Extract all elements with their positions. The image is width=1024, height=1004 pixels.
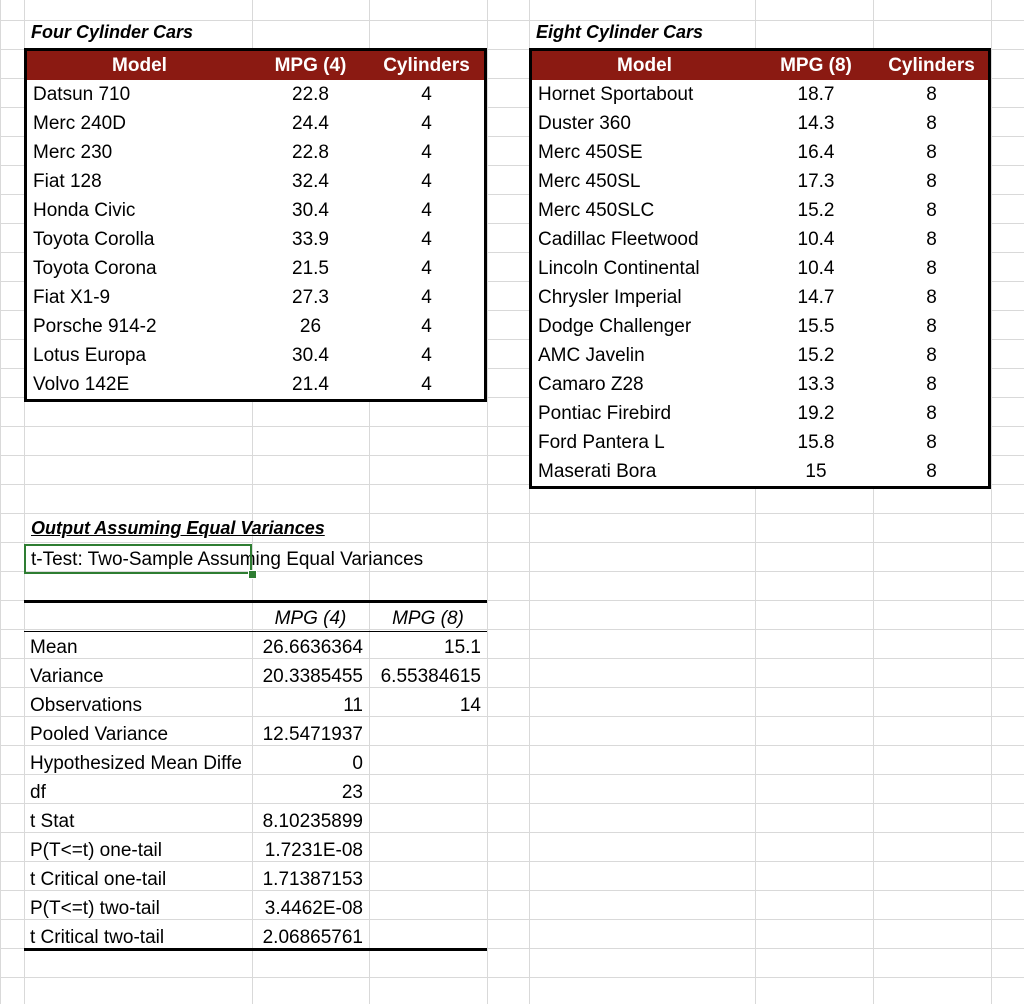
fill-handle[interactable] (248, 570, 257, 579)
stat-mpg4-cell[interactable]: 1.71387153 (262, 868, 363, 890)
header-cylinders[interactable]: Cylinders (383, 54, 470, 76)
mpg-cell[interactable]: 30.4 (292, 344, 329, 366)
table-row (532, 399, 988, 428)
stat-mpg8-cell[interactable]: 6.55384615 (380, 665, 481, 687)
table-row (532, 225, 988, 254)
table-row (532, 109, 988, 138)
stat-label-cell[interactable]: df (30, 781, 46, 803)
header-model[interactable]: Model (617, 54, 672, 76)
cylinders-cell[interactable]: 8 (926, 460, 937, 482)
stat-mpg8-cell[interactable]: 14 (459, 694, 481, 716)
table-row (27, 109, 484, 138)
stat-label-cell[interactable]: Variance (30, 665, 104, 687)
cylinders-cell[interactable]: 8 (926, 170, 937, 192)
cell-selection-box (24, 544, 252, 574)
stat-mpg8-cell[interactable]: 15.1 (444, 636, 481, 658)
model-cell[interactable]: Duster 360 (538, 112, 631, 134)
model-cell[interactable]: Volvo 142E (33, 373, 130, 395)
mpg-cell[interactable]: 32.4 (292, 170, 329, 192)
output-header-blank[interactable] (24, 604, 252, 633)
stats-row (24, 720, 487, 749)
stats-row (24, 894, 487, 923)
stats-row (24, 749, 487, 778)
table-row (532, 283, 988, 312)
model-cell[interactable]: Datsun 710 (33, 83, 131, 105)
table-row (532, 457, 988, 486)
cylinders-cell[interactable]: 4 (421, 112, 432, 134)
four-table-header (27, 51, 484, 80)
output-title: Output Assuming Equal Variances (31, 518, 325, 538)
cylinders-cell[interactable]: 4 (421, 83, 432, 105)
model-cell[interactable]: Fiat 128 (33, 170, 102, 192)
stat-label-cell[interactable]: Pooled Variance (30, 723, 169, 745)
stats-row (24, 662, 487, 691)
table-row (27, 196, 484, 225)
cylinders-cell[interactable]: 4 (421, 170, 432, 192)
model-cell[interactable]: Camaro Z28 (538, 373, 644, 395)
model-cell[interactable]: Merc 450SL (538, 170, 641, 192)
stats-row (24, 778, 487, 807)
model-cell[interactable]: AMC Javelin (538, 344, 645, 366)
stat-mpg8-cell[interactable] (369, 894, 487, 923)
eight-cylinder-table (529, 48, 991, 489)
stats-row (24, 865, 487, 894)
mpg-cell[interactable]: 18.7 (797, 83, 835, 105)
cylinders-cell[interactable]: 8 (926, 112, 937, 134)
cylinders-cell[interactable]: 4 (421, 315, 432, 337)
stat-mpg4-cell[interactable]: 2.06865761 (262, 926, 363, 948)
model-cell[interactable]: Merc 230 (33, 141, 113, 163)
table-row (27, 80, 484, 109)
mpg-cell[interactable]: 17.3 (797, 170, 835, 192)
cylinders-cell[interactable]: 4 (421, 199, 432, 221)
table-row (27, 254, 484, 283)
stat-label-cell[interactable]: P(T<=t) one-tail (30, 839, 162, 861)
stat-mpg4-cell[interactable]: 8.10235899 (262, 810, 363, 832)
cylinders-cell[interactable]: 4 (421, 228, 432, 250)
stat-mpg8-cell[interactable] (369, 807, 487, 836)
selected-cell-text[interactable]: t-Test: Two-Sample Assuming Equal Variances (31, 548, 424, 570)
stat-mpg8-cell[interactable] (369, 749, 487, 778)
table-row (27, 138, 484, 167)
cylinders-cell[interactable]: 4 (421, 257, 432, 279)
mpg-cell[interactable]: 19.2 (797, 402, 835, 424)
stat-mpg4-cell[interactable]: 12.5471937 (262, 723, 363, 745)
cylinders-cell[interactable]: 4 (421, 373, 432, 395)
cylinders-cell[interactable]: 8 (926, 402, 937, 424)
stat-label-cell[interactable]: t Stat (30, 810, 75, 832)
table-row (27, 225, 484, 254)
table-row (532, 138, 988, 167)
model-cell[interactable]: Chrysler Imperial (538, 286, 682, 308)
cylinders-cell[interactable]: 8 (926, 431, 937, 453)
model-cell[interactable]: Toyota Corolla (33, 228, 155, 250)
four-cylinder-table (24, 48, 487, 402)
mpg-cell[interactable]: 27.3 (292, 286, 329, 308)
model-cell[interactable]: Honda Civic (33, 199, 136, 221)
table-row (532, 428, 988, 457)
model-cell[interactable]: Hornet Sportabout (538, 83, 694, 105)
mpg-cell[interactable]: 22.8 (292, 141, 329, 163)
mpg-cell[interactable]: 16.4 (797, 141, 835, 163)
stat-label-cell[interactable]: Mean (30, 636, 78, 658)
mpg-cell[interactable]: 15.5 (797, 315, 835, 337)
table-row (532, 312, 988, 341)
stat-label-cell[interactable]: Hypothesized Mean Diffe (30, 752, 242, 774)
table-row (532, 80, 988, 109)
mpg-cell[interactable]: 21.4 (292, 373, 329, 395)
cylinders-cell[interactable]: 8 (926, 228, 937, 250)
cylinders-cell[interactable]: 8 (926, 315, 937, 337)
four-table-body (27, 80, 484, 399)
cylinders-cell[interactable]: 8 (926, 199, 937, 221)
stat-mpg8-cell[interactable] (369, 836, 487, 865)
mpg-cell[interactable]: 24.4 (292, 112, 329, 134)
model-cell[interactable]: Fiat X1-9 (33, 286, 111, 308)
cylinders-cell[interactable]: 8 (926, 373, 937, 395)
stat-mpg4-cell[interactable]: 0 (352, 752, 363, 774)
stats-row (24, 691, 487, 720)
output-bottom-border (24, 948, 487, 951)
table-row (27, 283, 484, 312)
header-mpg8[interactable]: MPG (8) (780, 54, 852, 76)
table-row (532, 196, 988, 225)
eight-cyl-title: Eight Cylinder Cars (536, 22, 704, 42)
cylinders-cell[interactable]: 8 (926, 141, 937, 163)
stats-row (24, 633, 487, 662)
header-model[interactable]: Model (112, 54, 167, 76)
table-row (532, 167, 988, 196)
eight-table-header (532, 51, 988, 80)
mpg-cell[interactable]: 15 (805, 460, 827, 482)
table-row (27, 312, 484, 341)
stat-mpg8-cell[interactable] (369, 778, 487, 807)
eight-table-body (532, 80, 988, 486)
model-cell[interactable]: Dodge Challenger (538, 315, 692, 337)
model-cell[interactable]: Lotus Europa (33, 344, 147, 366)
stats-row (24, 807, 487, 836)
stat-mpg8-cell[interactable] (369, 865, 487, 894)
stat-label-cell[interactable]: P(T<=t) two-tail (30, 897, 160, 919)
output-header-mpg4[interactable]: MPG (4) (274, 607, 347, 629)
mpg-cell[interactable]: 10.4 (797, 228, 835, 250)
mpg-cell[interactable]: 33.9 (292, 228, 329, 250)
cylinders-cell[interactable]: 8 (926, 286, 937, 308)
model-cell[interactable]: Pontiac Firebird (538, 402, 672, 424)
stat-mpg4-cell[interactable]: 11 (343, 694, 363, 716)
stat-label-cell[interactable]: t Critical one-tail (30, 868, 167, 890)
cylinders-cell[interactable]: 4 (421, 344, 432, 366)
mpg-cell[interactable]: 14.7 (797, 286, 835, 308)
stat-mpg4-cell[interactable]: 23 (341, 781, 363, 803)
cylinders-cell[interactable]: 8 (926, 83, 937, 105)
four-cyl-title: Four Cylinder Cars (31, 22, 194, 42)
cylinders-cell[interactable]: 4 (421, 286, 432, 308)
mpg-cell[interactable]: 22.8 (292, 83, 329, 105)
stat-mpg4-cell[interactable]: 20.3385455 (262, 665, 363, 687)
model-cell[interactable]: Porsche 914-2 (33, 315, 157, 337)
cylinders-cell[interactable]: 8 (926, 344, 937, 366)
output-header-mpg8[interactable]: MPG (8) (392, 607, 464, 629)
cylinders-cell[interactable]: 8 (926, 257, 937, 279)
mpg-cell[interactable]: 13.3 (797, 373, 835, 395)
model-cell[interactable]: Lincoln Continental (538, 257, 700, 279)
model-cell[interactable]: Toyota Corona (33, 257, 157, 279)
table-row (532, 254, 988, 283)
model-cell[interactable]: Merc 450SLC (538, 199, 655, 221)
model-cell[interactable]: Maserati Bora (538, 460, 657, 482)
model-cell[interactable]: Merc 240D (33, 112, 126, 134)
mpg-cell[interactable]: 15.2 (797, 344, 835, 366)
model-cell[interactable]: Cadillac Fleetwood (538, 228, 699, 250)
cylinders-cell[interactable]: 4 (421, 141, 432, 163)
table-row (27, 341, 484, 370)
stat-mpg4-cell[interactable]: 1.7231E-08 (264, 839, 363, 861)
table-row (27, 370, 484, 399)
output-header-border (24, 631, 487, 632)
table-row (27, 167, 484, 196)
mpg-cell[interactable]: 10.4 (797, 257, 835, 279)
output-top-border (24, 600, 487, 603)
stat-mpg4-cell[interactable]: 3.4462E-08 (264, 897, 363, 919)
mpg-cell[interactable]: 26 (299, 315, 322, 337)
stat-label-cell[interactable]: t Critical two-tail (30, 926, 165, 948)
mpg-cell[interactable]: 15.8 (797, 431, 835, 453)
output-col-headers (24, 604, 487, 633)
header-cylinders[interactable]: Cylinders (888, 54, 975, 76)
table-row (532, 341, 988, 370)
stat-mpg8-cell[interactable] (369, 720, 487, 749)
stat-label-cell[interactable]: Observations (30, 694, 142, 716)
model-cell[interactable]: Ford Pantera L (538, 431, 665, 453)
model-cell[interactable]: Merc 450SE (538, 141, 643, 163)
mpg-cell[interactable]: 21.5 (292, 257, 329, 279)
mpg-cell[interactable]: 14.3 (797, 112, 835, 134)
table-row (532, 370, 988, 399)
mpg-cell[interactable]: 15.2 (797, 199, 835, 221)
header-mpg4[interactable]: MPG (4) (274, 54, 347, 76)
stat-mpg4-cell[interactable]: 26.6636364 (262, 636, 363, 658)
stats-row (24, 836, 487, 865)
mpg-cell[interactable]: 30.4 (292, 199, 329, 221)
